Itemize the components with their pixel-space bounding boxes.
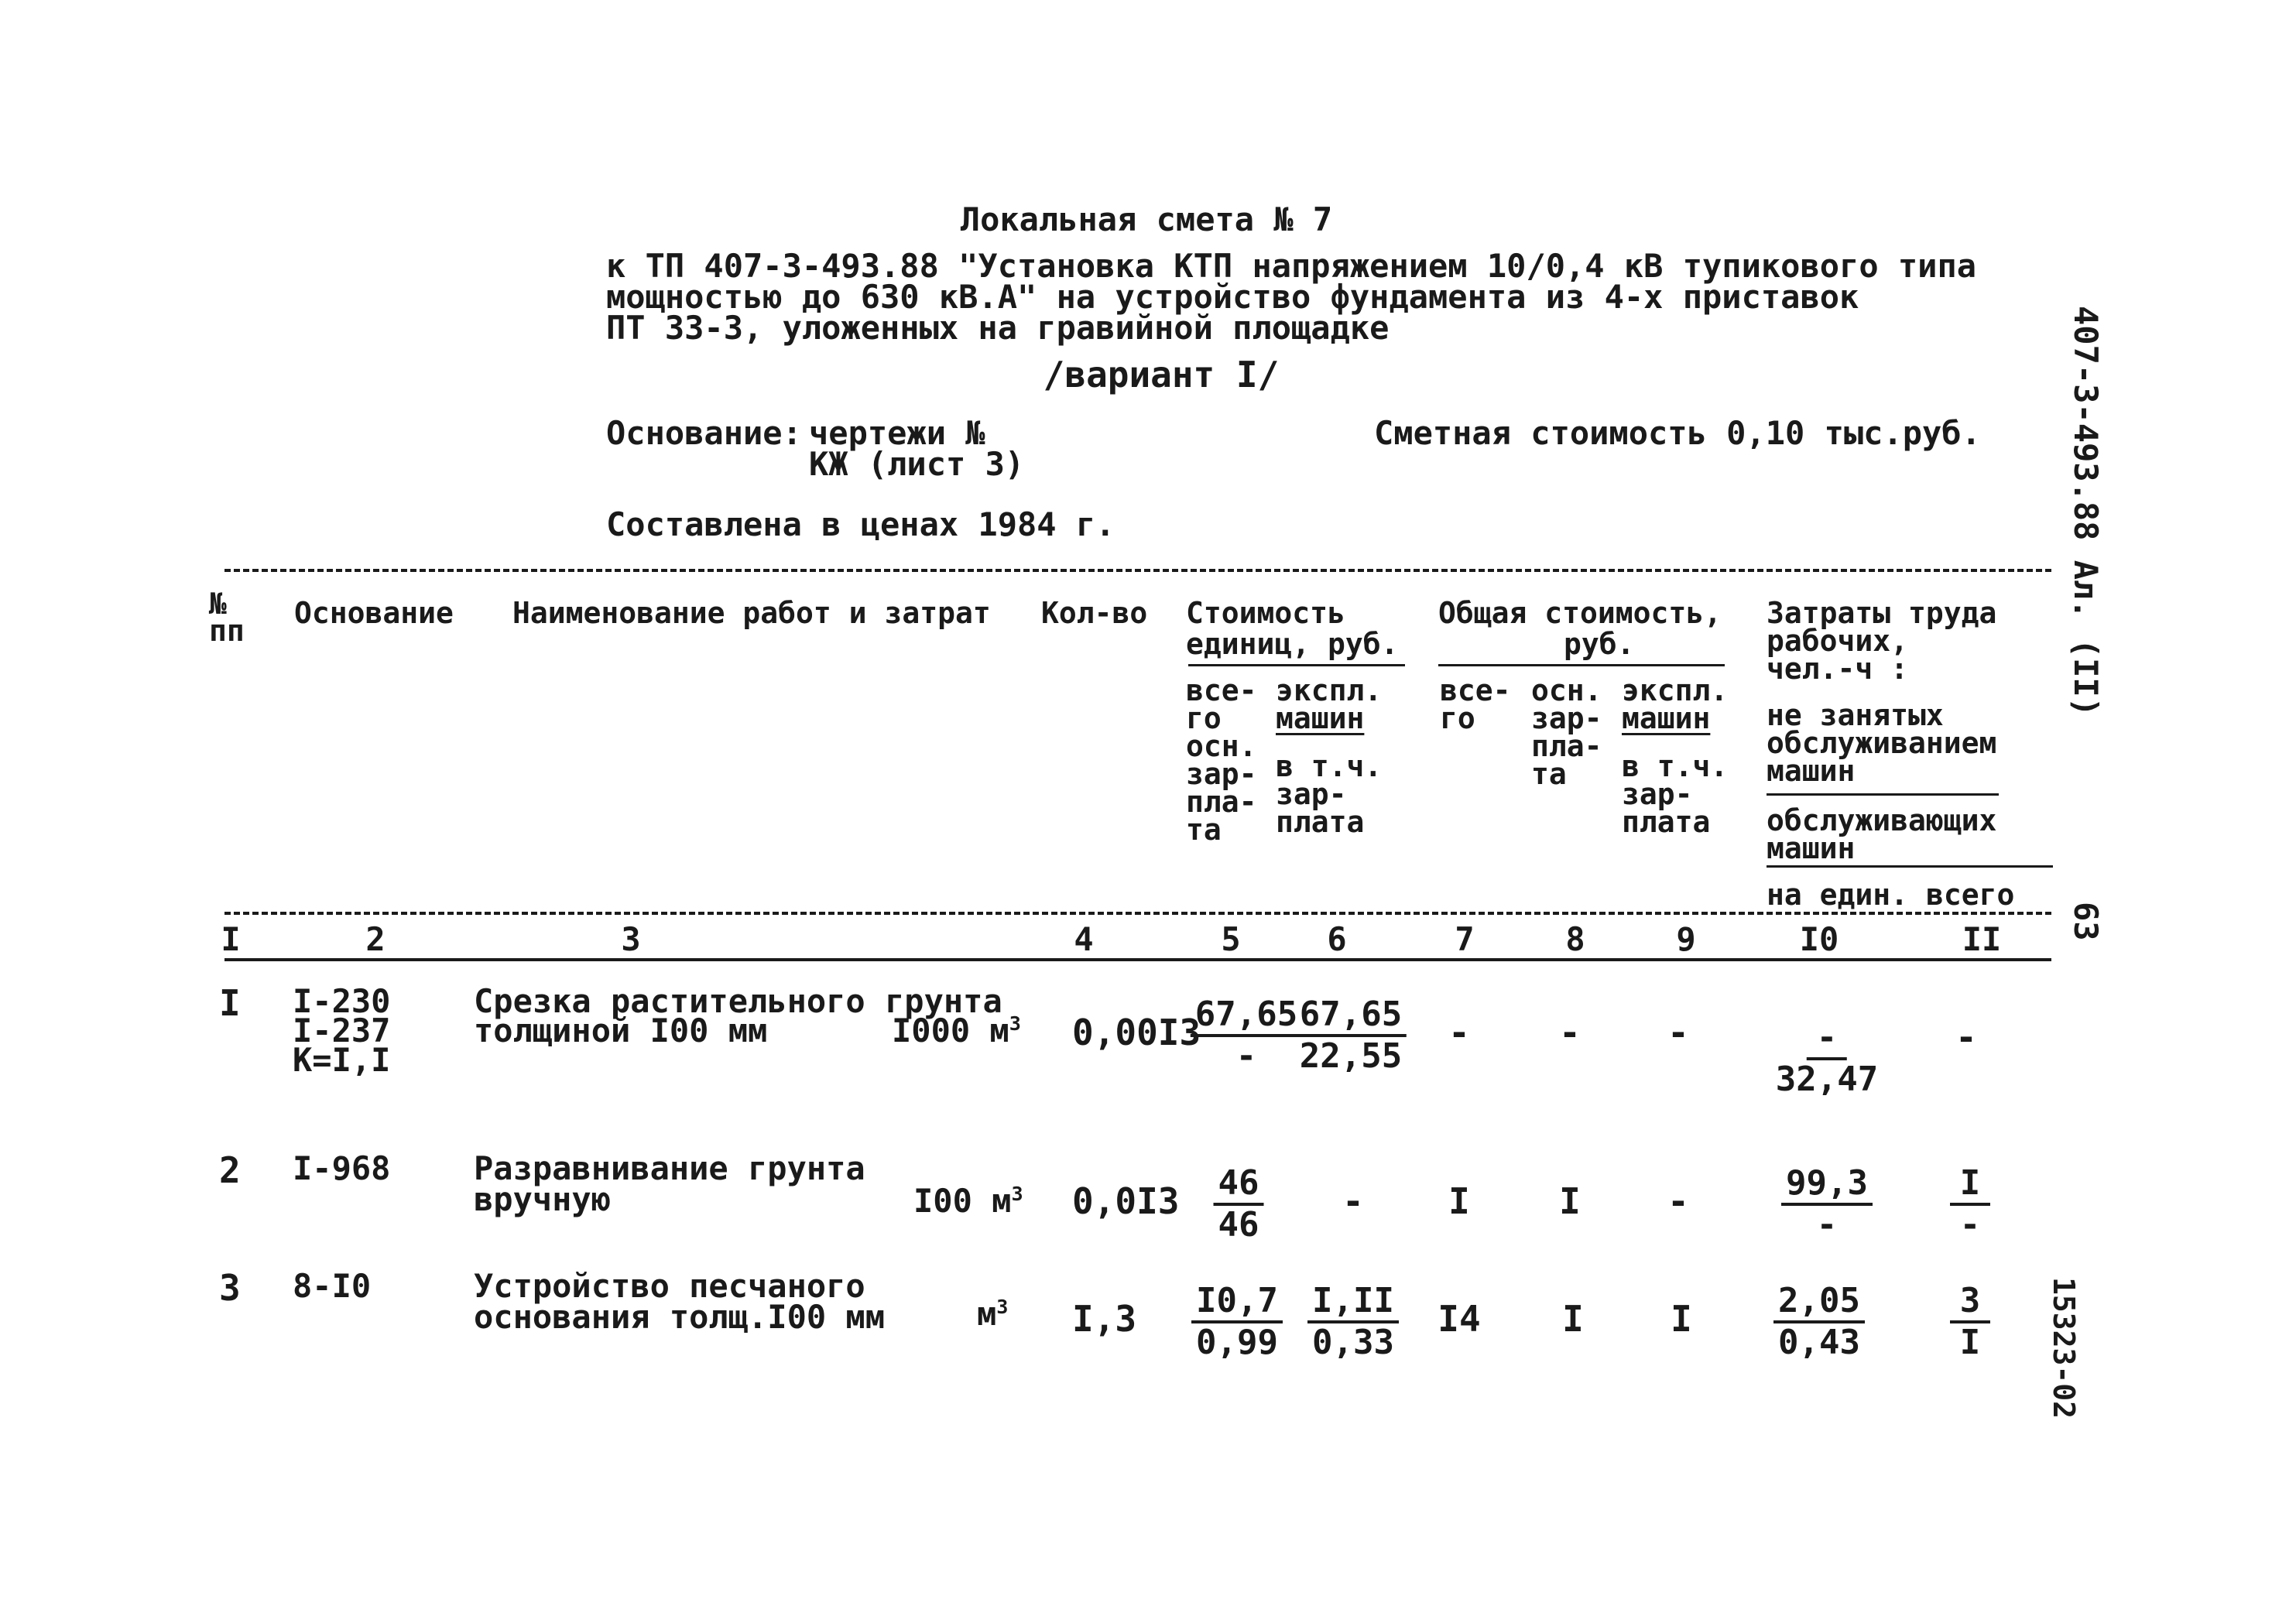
col-number-9: 9	[1676, 920, 1696, 958]
header-labor-sub1-3: машин	[1767, 754, 1856, 788]
header-total-mach-2: машин	[1622, 701, 1711, 735]
table-row-2-c7: I	[1448, 1180, 1470, 1222]
table-row-2-unit: I00 $м^3$	[913, 1182, 1023, 1220]
table-row-3-basis-1: 8-I0	[293, 1267, 372, 1305]
estimated-cost: Сметная стоимость 0,10 тыс.руб.	[1374, 414, 1981, 452]
table-row-3-c6: $\frac{I,II}{0,33}$	[1307, 1282, 1399, 1362]
col-number-7: 7	[1455, 920, 1475, 958]
table-row-3-c9: I	[1671, 1298, 1692, 1340]
header-unit-cost-1: Стоимость	[1186, 596, 1345, 630]
header-unit-cost-2: единиц, руб.	[1186, 627, 1399, 661]
table-row-1-c5: 67,65 -	[1191, 995, 1302, 1076]
header-total-all-2: го	[1440, 701, 1475, 735]
table-row-1-c11: -	[1955, 1016, 1977, 1058]
header-unit-all-6: та	[1186, 813, 1222, 847]
table-row-1-c7: -	[1448, 1012, 1470, 1053]
header-unit-all-2: го	[1186, 701, 1222, 735]
header-total-cost-1: Общая стоимость,	[1438, 596, 1722, 630]
header-total-mach-wage-3: плата	[1622, 805, 1711, 839]
header-labor-total: всего	[1926, 878, 2015, 912]
subtitle-line-1: к ТП 407-3-493.88 "Установка КТП напряжением 10/0,4 кВ тупикового типа	[606, 247, 1977, 285]
table-row-3-c8: I	[1562, 1298, 1584, 1340]
header-num-1: №	[209, 587, 227, 621]
header-bottom-rule	[224, 912, 2051, 915]
col-number-10: I0	[1799, 920, 1839, 958]
header-labor-2: рабочих,	[1767, 624, 1909, 658]
labor-sub2-underline	[1767, 865, 2053, 868]
subtitle-line-2: мощностью до 630 кВ.А" на устройство фундамента из 4-х приставок	[606, 278, 1859, 316]
header-labor-sub2-2: машин	[1767, 831, 1856, 865]
table-row-3-c10: $\frac{2,05}{0,43}$	[1773, 1282, 1865, 1362]
table-row-3-c11: $\frac{3}{I}$	[1950, 1282, 1990, 1362]
header-total-all-1: все-	[1440, 673, 1511, 707]
table-row-2-c6: -	[1342, 1180, 1364, 1222]
table-row-1-c6: $\frac{67,65}{22,55}$	[1295, 995, 1407, 1076]
document-code-vertical: 407-3-493.88 Ал. (II)	[2067, 306, 2105, 717]
header-num-2: пп	[209, 614, 245, 648]
col-number-2: 2	[365, 920, 386, 958]
header-labor-sub2-1: обслуживающих	[1767, 803, 1997, 837]
table-row-3-qty: I,3	[1072, 1298, 1137, 1340]
table-row-2-name-1: Разравнивание грунта	[474, 1149, 865, 1187]
header-labor-sub1-1: не занятых	[1767, 698, 1944, 732]
col-number-5: 5	[1221, 920, 1241, 958]
document-title: Локальная смета № 7	[960, 200, 1333, 238]
header-unit-mach-wage-1: в т.ч.	[1276, 749, 1383, 783]
table-row-3-c7: I4	[1438, 1298, 1481, 1340]
table-row-1-unit: I000 $м^3$	[892, 1012, 1021, 1049]
header-total-wage-2: зар-	[1531, 701, 1602, 735]
header-unit-mach-wage-2: зар-	[1276, 777, 1347, 811]
prices-year: Составлена в ценах 1984 г.	[606, 505, 1115, 543]
table-row-3-num: 3	[219, 1267, 241, 1309]
table-row-1-name-2: толщиной I00 мм	[474, 1012, 768, 1049]
table-row-1-basis-3: К=I,I	[293, 1041, 391, 1079]
table-row-1-basis-1: I-230	[293, 982, 391, 1020]
table-row-1-qty: 0,00I3	[1072, 1012, 1201, 1053]
table-row-3-c5: $\frac{I0,7}{0,99}$	[1191, 1282, 1283, 1362]
header-total-mach-wage-1: в т.ч.	[1622, 749, 1729, 783]
col-number-6: 6	[1327, 920, 1347, 958]
header-basis: Основание	[294, 596, 454, 630]
basis-label: Основание:	[606, 414, 802, 452]
header-unit-all-4: зар-	[1186, 757, 1257, 791]
header-unit-mach-2: машин	[1276, 701, 1365, 735]
header-name: Наименование работ и затрат	[512, 596, 991, 630]
page-number: 63	[2067, 902, 2105, 941]
table-row-1-c8: -	[1559, 1012, 1581, 1053]
table-row-2-c8: I	[1559, 1180, 1581, 1222]
labor-sub-underline	[1767, 793, 1999, 796]
table-row-2-c10: 99,3 -	[1781, 1164, 1873, 1245]
header-unit-mach-wage-3: плата	[1276, 805, 1365, 839]
table-row-2-c11: I -	[1950, 1164, 1990, 1245]
table-row-2-basis-1: I-968	[293, 1149, 391, 1187]
table-row-2-name-2: вручную	[474, 1180, 612, 1218]
header-unit-mach-1: экспл.	[1276, 673, 1383, 707]
header-total-mach-wage-2: зар-	[1622, 777, 1693, 811]
table-row-1-num: I	[219, 982, 241, 1024]
col-number-11: II	[1962, 920, 2002, 958]
table-row-2-num: 2	[219, 1149, 241, 1191]
col-number-8: 8	[1565, 920, 1585, 958]
table-row-1-c10: - 32,47	[1775, 1018, 1879, 1099]
table-row-3-name-2: основания толщ.I00 мм	[474, 1298, 886, 1336]
table-row-1-basis-2: I-237	[293, 1012, 391, 1049]
header-total-wage-1: осн.	[1531, 673, 1602, 707]
table-row-1-name-1: Срезка растительного грунта	[474, 982, 1002, 1020]
col-number-4: 4	[1074, 920, 1094, 958]
col-number-3: 3	[621, 920, 641, 958]
header-labor-unit: на един.	[1767, 878, 1909, 912]
header-total-mach-1: экспл.	[1622, 673, 1729, 707]
header-labor-3: чел.-ч :	[1767, 652, 1909, 686]
subtitle-line-3: ПТ 33-3, уложенных на гравийной площадке	[606, 309, 1390, 347]
basis-line-2: КЖ (лист 3)	[809, 445, 1025, 483]
table-row-3-name-1: Устройство песчаного	[474, 1267, 865, 1305]
variant-label: /вариант I/	[1043, 354, 1280, 395]
header-labor-sub1-2: обслуживанием	[1767, 726, 1997, 760]
header-total-wage-3: пла-	[1531, 729, 1602, 763]
header-total-cost-2: руб.	[1564, 627, 1635, 661]
header-qty: Кол-во	[1041, 596, 1148, 630]
table-row-2-qty: 0,0I3	[1072, 1180, 1180, 1222]
total-cost-underline	[1438, 664, 1725, 666]
table-row-2-c9: -	[1667, 1180, 1689, 1222]
unit-cost-underline	[1188, 664, 1405, 666]
header-unit-all-5: пла-	[1186, 785, 1257, 819]
table-row-2-c5: $\frac{46}{46}$	[1214, 1164, 1264, 1245]
table-row-3-unit: $м^3$	[977, 1295, 1009, 1333]
header-unit-all-3: осн.	[1186, 729, 1257, 763]
column-number-rule	[224, 958, 2051, 961]
col-number-1: I	[221, 920, 241, 958]
header-labor-1: Затраты труда	[1767, 596, 1997, 630]
header-unit-all-1: все-	[1186, 673, 1257, 707]
basis-line-1: чертежи №	[809, 414, 985, 452]
table-top-rule	[224, 569, 2051, 572]
archive-stamp: 15323-02	[2047, 1277, 2081, 1419]
header-total-wage-4: та	[1531, 757, 1567, 791]
table-row-1-c9: -	[1667, 1012, 1689, 1053]
